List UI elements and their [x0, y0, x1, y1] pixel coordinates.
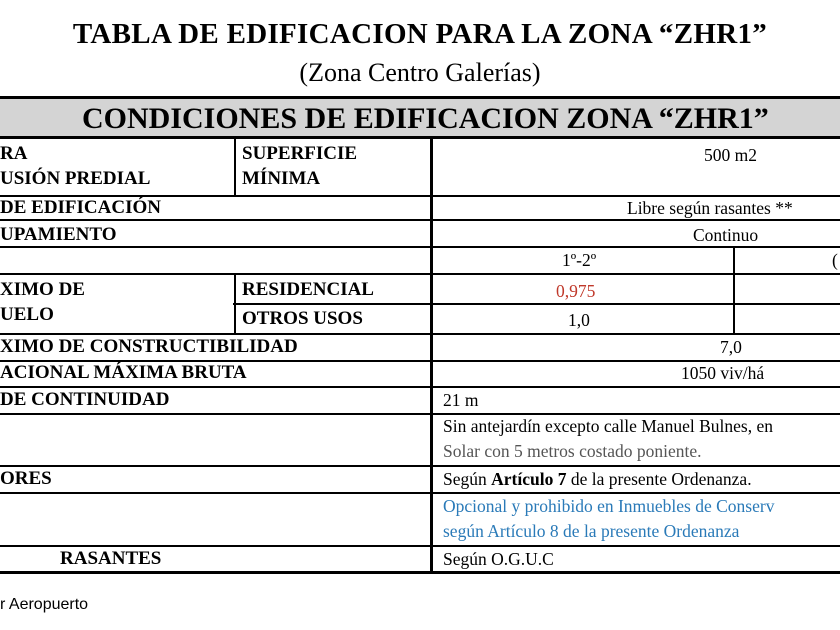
cell-r12-value-b: según Artículo 8 de la presente Ordenanza [443, 521, 740, 541]
cell-r5-mid: RESIDENCIAL [242, 279, 374, 300]
cell-r8-label: ACIONAL MÁXIMA BRUTA [0, 362, 247, 383]
cell-r7-value: 7,0 [720, 337, 742, 357]
cell-r6-mid: OTROS USOS [242, 308, 363, 329]
cell-r5-value: 0,975 [556, 281, 596, 301]
cell-r10-value-a: Sin antejardín excepto calle Manuel Bulnes, en [443, 416, 773, 436]
footnote: r Aeropuerto [0, 596, 89, 613]
page-title: TABLA DE EDIFICACION PARA LA ZONA “ZHR1” [72, 18, 768, 50]
cell-r12-value-a: Opcional y prohibido en Inmuebles de Conserv [443, 496, 775, 516]
cell-r9-label: DE CONTINUIDAD [0, 389, 170, 410]
cell-r3-label: UPAMIENTO [0, 224, 117, 245]
cell-r11-value-post: de la presente Ordenanza. [566, 469, 752, 489]
cell-r3-value: Continuo [693, 225, 759, 245]
cell-r5-label-a: XIMO DE [0, 279, 85, 300]
cell-r9-value: 21 m [443, 390, 479, 410]
subtitle-close-paren: ) [531, 58, 541, 87]
cell-r6-value: 1,0 [568, 310, 590, 330]
table-header-band [0, 96, 840, 139]
cell-r1-value: 500 m2 [704, 145, 757, 165]
cell-r11-value-bold: Artículo 7 [491, 469, 567, 489]
table-header-title: CONDICIONES DE EDIFICACION ZONA “ZHR1” [82, 102, 769, 135]
cell-r8-value: 1050 viv/há [681, 363, 765, 383]
cell-r2-value: Libre según rasantes ** [627, 198, 793, 218]
cell-r4-value-b: ( [832, 250, 838, 270]
cell-r11-label: ORES [0, 468, 52, 489]
cell-r11-value [443, 469, 752, 490]
cell-r11-value-pre: Según [443, 469, 492, 489]
subtitle-text: Zona Centro Galerías [308, 58, 532, 87]
cell-r7-label: XIMO DE CONSTRUCTIBILIDAD [0, 336, 298, 357]
cell-r13-value: Según O.G.U.C [443, 549, 554, 569]
cell-r1-mid-b: MÍNIMA [242, 168, 321, 189]
cell-r5-label-b: UELO [0, 304, 54, 325]
cell-r10-value-b: Solar con 5 metros costado poniente. [443, 441, 702, 461]
cell-r1-label-a: RA [0, 143, 28, 164]
cell-r2-label: DE EDIFICACIÓN [0, 197, 161, 218]
cell-r4-value-a: 1º-2º [562, 250, 597, 270]
page-subtitle [0, 58, 840, 88]
subtitle-open-paren: ( [299, 58, 309, 87]
cell-r1-label-b: USIÓN PREDIAL [0, 168, 151, 189]
cell-r13-label: RASANTES [60, 548, 162, 569]
cell-r1-mid-a: SUPERFICIE [242, 143, 358, 164]
